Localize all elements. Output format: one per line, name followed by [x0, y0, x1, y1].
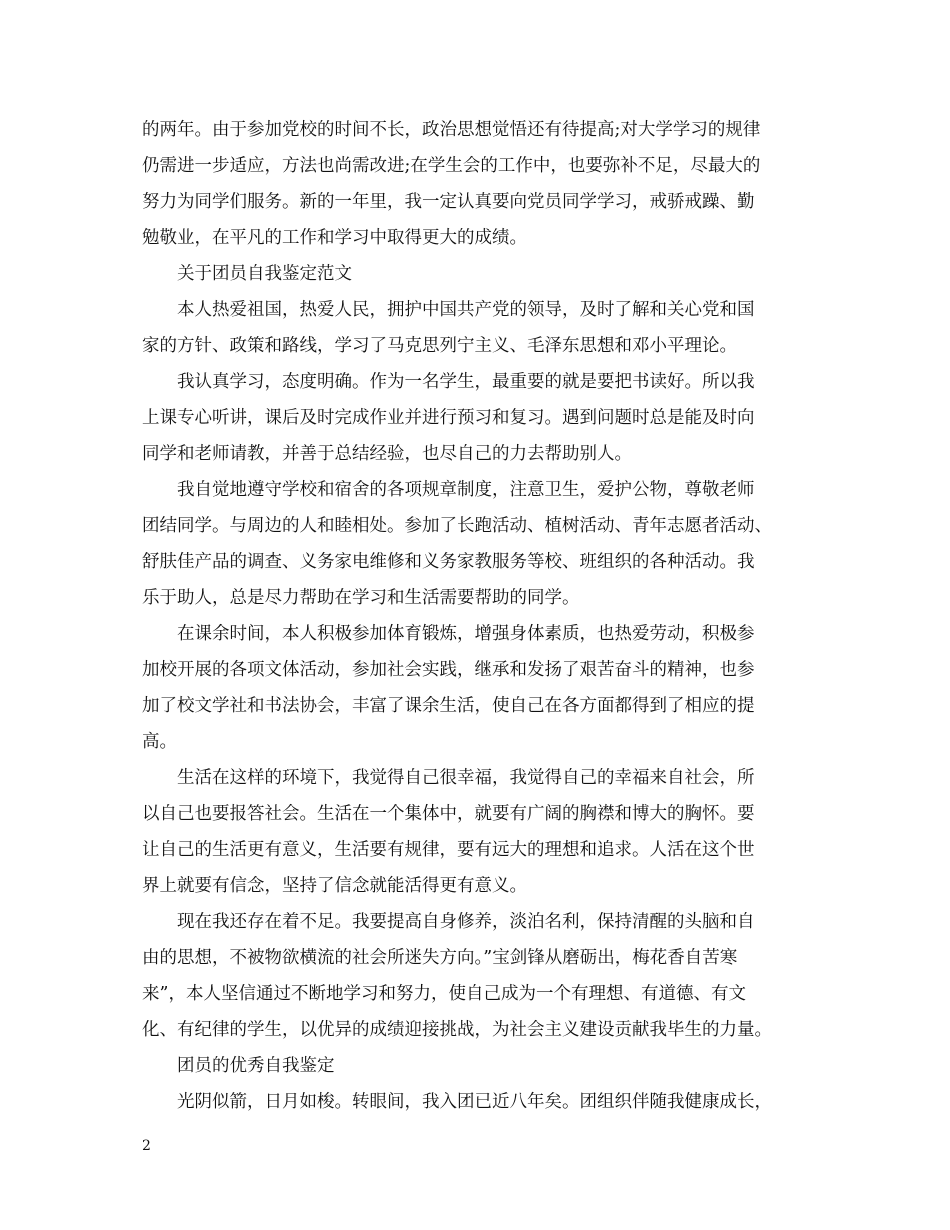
- text-line: 让自己的生活更有意义，生活要有规律，要有远大的理想和追求。人活在这个世: [142, 840, 755, 860]
- text-line: 我认真学习，态度明确。作为一名学生，最重要的就是要把书读好。所以我: [177, 372, 755, 392]
- text-line: 乐于助人，总是尽力帮助在学习和生活需要帮助的同学。: [142, 588, 580, 608]
- text-line: 团结同学。与周边的人和睦相处。参加了长跑活动、植树活动、青年志愿者活动、: [142, 516, 772, 536]
- text-line: 同学和老师请教，并善于总结经验，也尽自己的力去帮助别人。: [142, 444, 632, 464]
- text-line: 我自觉地遵守学校和宿舍的各项规章制度，注意卫生，爱护公物，尊敬老师: [177, 480, 755, 500]
- text-line: 界上就要有信念，坚持了信念就能活得更有意义。: [142, 876, 527, 896]
- text-line: 勉敬业，在平凡的工作和学习中取得更大的成绩。: [142, 228, 527, 248]
- text-line: 本人热爱祖国，热爱人民，拥护中国共产党的领导，及时了解和关心党和国: [177, 300, 755, 320]
- text-line: 上课专心听讲，课后及时完成作业并进行预习和复习。遇到问题时总是能及时向: [142, 408, 755, 428]
- section-heading: 团员的优秀自我鉴定: [177, 1056, 335, 1076]
- page-number: 2: [142, 1138, 151, 1154]
- text-line: 加了校文学社和书法协会，丰富了课余生活，使自己在各方面都得到了相应的提: [142, 696, 755, 716]
- text-line: 加校开展的各项文体活动，参加社会实践，继承和发扬了艰苦奋斗的精神，也参: [142, 660, 755, 680]
- text-line: 仍需进一步适应，方法也尚需改进;在学生会的工作中，也要弥补不足，尽最大的: [142, 156, 761, 176]
- text-line: 生活在这样的环境下，我觉得自己很幸福，我觉得自己的幸福来自社会，所: [177, 768, 755, 788]
- text-line: 努力为同学们服务。新的一年里，我一定认真要向党员同学学习，戒骄戒躁、勤: [142, 192, 755, 212]
- text-line: 的两年。由于参加党校的时间不长，政治思想觉悟还有待提高;对大学学习的规律: [142, 120, 761, 140]
- text-line: 光阴似箭，日月如梭。转眼间，我入团已近八年矣。团组织伴随我健康成长，: [177, 1092, 772, 1112]
- text-line: 高。: [142, 732, 177, 752]
- text-line: 舒肤佳产品的调查、义务家电维修和义务家教服务等校、班组织的各种活动。我: [142, 552, 755, 572]
- text-line: 来”，本人坚信通过不断地学习和努力，使自己成为一个有理想、有道德、有文: [142, 984, 746, 1004]
- section-heading: 关于团员自我鉴定范文: [177, 264, 352, 284]
- text-line: 由的思想，不被物欲横流的社会所迷失方向。”宝剑锋从磨砺出，梅花香自苦寒: [142, 948, 738, 968]
- text-line: 现在我还存在着不足。我要提高自身修养，淡泊名利，保持清醒的头脑和自: [177, 912, 755, 932]
- text-line: 家的方针、政策和路线，学习了马克思列宁主义、毛泽东思想和邓小平理论。: [142, 336, 737, 356]
- text-line: 化、有纪律的学生，以优异的成绩迎接挑战，为社会主义建设贡献我毕生的力量。: [142, 1020, 772, 1040]
- text-line: 以自己也要报答社会。生活在一个集体中，就要有广阔的胸襟和博大的胸怀。要: [142, 804, 755, 824]
- text-line: 在课余时间，本人积极参加体育锻炼，增强身体素质，也热爱劳动，积极参: [177, 624, 755, 644]
